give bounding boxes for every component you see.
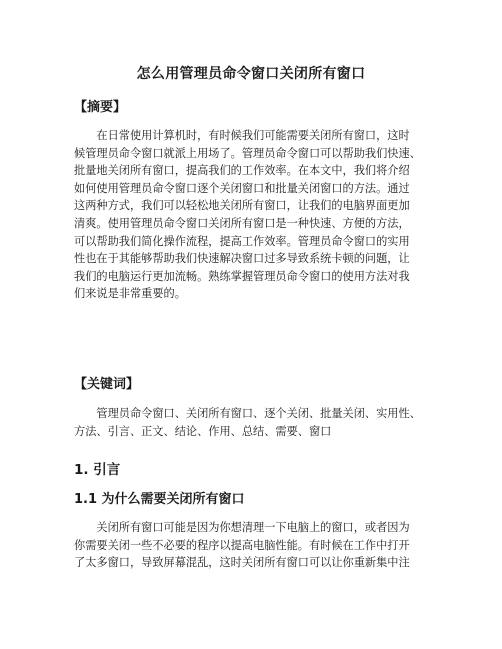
abstract-line: 这两种方式，我们可以轻松地关闭所有窗口，让我们的电脑界面更加 bbox=[74, 199, 410, 213]
section-paragraph bbox=[74, 519, 434, 572]
abstract-line: 候管理员命令窗口就派上用场了。管理员命令窗口可以帮助我们快速、 bbox=[74, 146, 421, 160]
keywords-heading: 【关键词】 bbox=[74, 377, 140, 392]
page-title: 怎么用管理员命令窗口关闭所有窗口 bbox=[136, 66, 366, 82]
abstract-line: 我们的电脑运行更加流畅。熟练掌握管理员命令窗口的使用方法对我 bbox=[74, 269, 410, 283]
abstract-heading: 【摘要】 bbox=[74, 100, 127, 115]
abstract-line: 在日常使用计算机时，有时候我们可能需要关闭所有窗口，这时 bbox=[74, 129, 410, 142]
abstract-line: 们来说是非常重要的。 bbox=[74, 287, 186, 301]
keywords-line: 方法、引言、正文、结论、作用、总结、需要、窗口 bbox=[74, 424, 332, 438]
abstract-line: 性也在于其能够帮助我们快速解决窗口过多导致系统卡顿的问题，让 bbox=[74, 252, 410, 266]
keywords-line: 管理员命令窗口、关闭所有窗口、逐个关闭、批量关闭、实用性、 bbox=[74, 407, 421, 420]
keywords-paragraph bbox=[74, 405, 434, 440]
abstract-line: 清爽。使用管理员命令窗口关闭所有窗口是一种快速、方便的方法， bbox=[74, 216, 410, 230]
section-line: 了太多窗口，导致屏幕混乱，这时关闭所有窗口可以让你重新集中注 bbox=[74, 556, 410, 570]
abstract-line: 如何使用管理员命令窗口逐个关闭窗口和批量关闭窗口的方法。通过 bbox=[74, 181, 410, 195]
abstract-paragraph bbox=[74, 127, 434, 303]
section-line: 关闭所有窗口可能是因为你想清理一下电脑上的窗口，或者因为 bbox=[74, 521, 410, 534]
section-line: 你需要关闭一些不必要的程序以提高电脑性能。有时候在工作中打开 bbox=[74, 538, 410, 552]
subsection-heading: 1.1 为什么需要关闭所有窗口 bbox=[74, 492, 245, 507]
abstract-line: 批量地关闭所有窗口，提高我们的工作效率。在本文中，我们将介绍 bbox=[74, 164, 410, 178]
section-heading: 1. 引言 bbox=[74, 462, 121, 478]
abstract-line: 可以帮助我们简化操作流程，提高工作效率。管理员命令窗口的实用 bbox=[74, 234, 410, 248]
